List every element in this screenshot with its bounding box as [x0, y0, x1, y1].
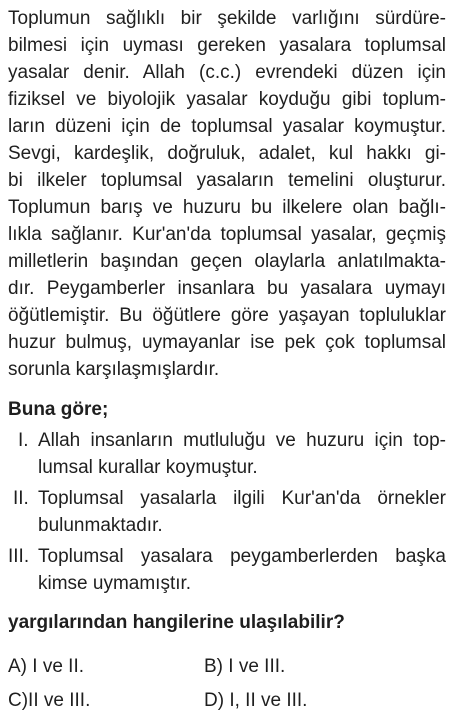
statement-line: Allah insanların mutluluğu ve huzuru için top-: [38, 430, 446, 451]
paragraph-line: fiziksel ve biyolojik yasalar koyduğu gibi toplum-: [8, 89, 446, 110]
paragraph-line: milletlerin başından geçen olaylarla anlatılmakta-: [8, 251, 446, 272]
paragraph-line: öğütlemiştir. Bu öğütlere göre yaşayan topluluklar: [8, 305, 446, 326]
statement-line: Toplumsal yasalara peygamberlerden başka: [38, 546, 446, 567]
paragraph-line: dır. Peygamberler insanlara bu yasalara uymayı: [8, 278, 446, 299]
statement-line: bulunmaktadır.: [38, 515, 163, 536]
statement-line: Toplumsal yasalarla ilgili Kur'an'da örnekler: [38, 488, 446, 509]
paragraph-line: Toplumun barış ve huzuru bu ilkelere olan bağlı-: [8, 197, 446, 218]
statement-number: II.: [13, 488, 29, 509]
paragraph-line: sorunla karşılaşmışlardır.: [8, 359, 220, 380]
statement-number: III.: [8, 546, 30, 567]
paragraph-line: bilmesi için uyması gereken yasalara toplumsal: [8, 35, 446, 56]
statement-number: I.: [18, 430, 29, 451]
statement-line: lumsal kurallar koymuştur.: [38, 457, 258, 478]
paragraph-line: Sevgi, kardeşlik, doğruluk, adalet, kul hakkı gi-: [8, 143, 446, 164]
statement-line: kimse uymamıştır.: [38, 573, 192, 594]
paragraph-line: Toplumun sağlıklı bir şekilde varlığını sürdüre-: [8, 8, 446, 29]
paragraph-line: huzur bulmuş, uymayanlar ise pek çok toplumsal: [8, 332, 446, 353]
paragraph-line: yasalar denir. Allah (c.c.) evrendeki düzen için: [8, 62, 446, 83]
paragraph-line: ların düzeni için de toplumsal yasalar koymuştur.: [8, 116, 446, 137]
option-b[interactable]: B) I ve III.: [204, 656, 286, 677]
paragraph-line: lıkla sağlanır. Kur'an'da toplumsal yasalar, geçmiş: [8, 224, 446, 245]
option-c[interactable]: C)II ve III.: [8, 690, 91, 711]
option-a[interactable]: A) I ve II.: [8, 656, 85, 677]
option-d[interactable]: D) I, II ve III.: [204, 690, 308, 711]
paragraph-line: bi ilkeler toplumsal yasaların temelini oluşturur.: [8, 170, 446, 191]
question-text: yargılarından hangilerine ulaşılabilir?: [8, 612, 345, 633]
lead-text: Buna göre;: [8, 399, 109, 420]
